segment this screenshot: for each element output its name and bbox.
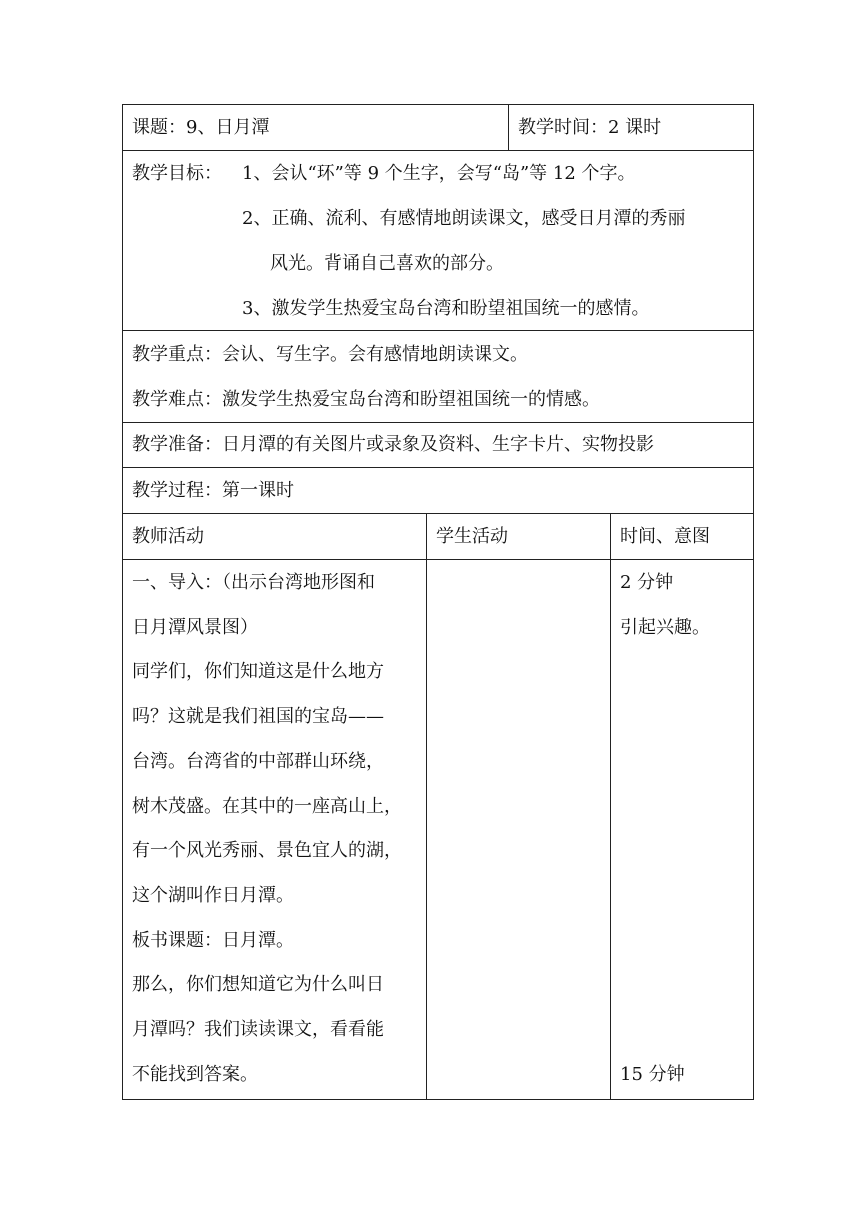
time-purpose: 引起兴趣。 [620,617,710,638]
key-points: 教学重点：会认、写生字。会有感情地朗读课文。 [132,344,528,365]
time-duration: 2 分钟 [620,572,674,593]
teacher-activity-line: 树木茂盛。在其中的一座高山上， [132,796,402,817]
objective-item: 1、会认“环”等 9 个生字，会写“岛”等 12 个字。 [242,163,636,184]
column-divider [610,513,611,1100]
process-heading: 教学过程：第一课时 [132,480,294,501]
row-divider [122,330,754,331]
column-header-teacher: 教师活动 [132,526,204,547]
column-header-time: 时间、意图 [620,526,710,547]
objective-item-continuation: 风光。背诵自己喜欢的部分。 [270,253,504,274]
row-divider [122,150,754,151]
column-header-student: 学生活动 [436,526,508,547]
teacher-activity-line: 那么，你们想知道它为什么叫日 [132,974,384,995]
preparation: 教学准备：日月潭的有关图片或录象及资料、生字卡片、实物投影 [132,434,654,455]
row-divider [122,422,754,423]
teacher-activity-line: 这个湖叫作日月潭。 [132,885,294,906]
lesson-topic: 课题：9、日月潭 [132,117,270,138]
teacher-activity-line: 同学们，你们知道这是什么地方 [132,661,384,682]
teacher-activity-line: 吗？这就是我们祖国的宝岛—— [132,706,384,727]
teacher-activity-line: 有一个风光秀丽、景色宜人的湖， [132,840,402,861]
teacher-activity-line: 日月潭风景图） [132,617,258,638]
time-duration: 15 分钟 [620,1064,685,1085]
objective-item: 3、激发学生热爱宝岛台湾和盼望祖国统一的感情。 [242,298,650,319]
teacher-activity-line: 台湾。台湾省的中部群山环绕， [132,751,384,772]
row-divider [122,513,754,514]
lesson-duration: 教学时间：2 课时 [518,117,662,138]
column-divider [508,104,509,150]
column-divider [426,513,427,1100]
objectives-label: 教学目标： [132,163,222,184]
row-divider [122,467,754,468]
row-divider [122,559,754,560]
teacher-activity-line: 板书课题：日月潭。 [132,930,294,951]
teacher-activity-line: 月潭吗？我们读读课文，看看能 [132,1019,384,1040]
difficulties: 教学难点：激发学生热爱宝岛台湾和盼望祖国统一的情感。 [132,389,600,410]
teacher-activity-line: 不能找到答案。 [132,1064,258,1085]
objective-item: 2、正确、流利、有感情地朗读课文，感受日月潭的秀丽 [242,208,686,229]
teacher-activity-line: 一、导入：（出示台湾地形图和 [132,572,375,593]
